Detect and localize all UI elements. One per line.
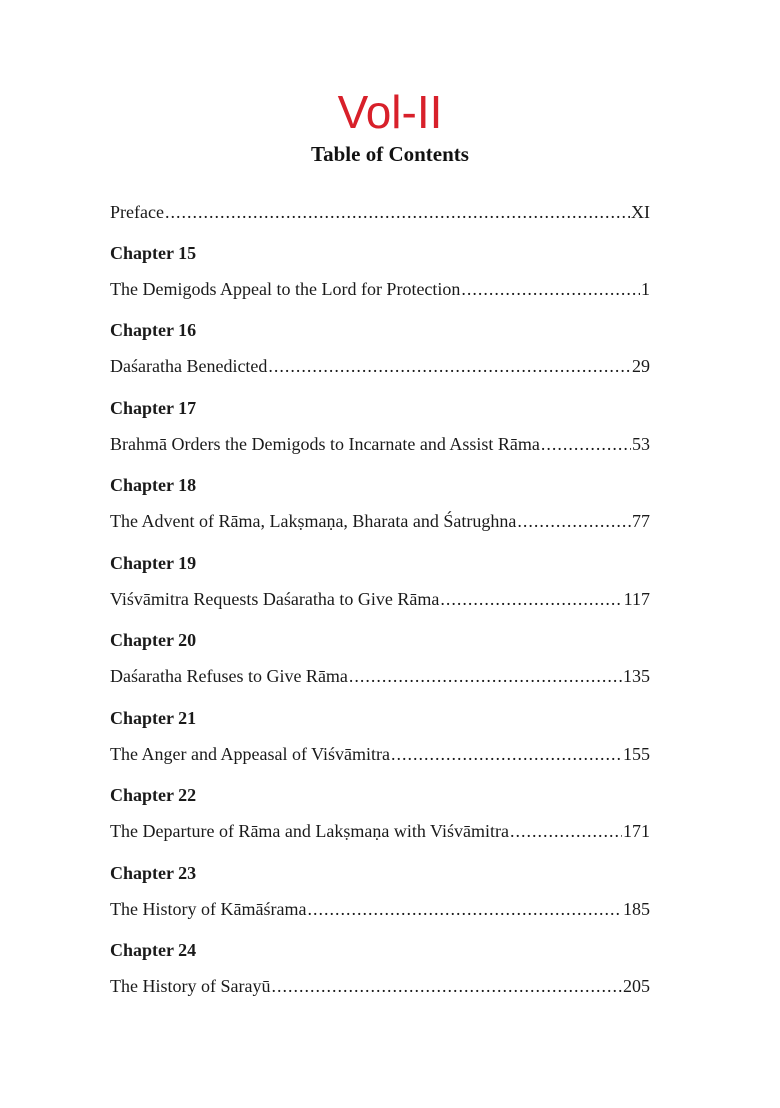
entry-title: Daśaratha Benedicted — [110, 356, 268, 376]
entry-page: XI — [631, 202, 650, 222]
leader-dots — [268, 353, 631, 379]
volume-title: Vol-II — [337, 86, 443, 138]
chapter-label: Chapter 24 — [110, 940, 197, 960]
toc-entry — [110, 353, 650, 379]
leader-dots — [510, 818, 622, 844]
chapter-label: Chapter 15 — [110, 243, 197, 263]
chapter-label: Chapter 18 — [110, 475, 197, 495]
toc-entry — [110, 586, 650, 612]
entry-title: The Anger and Appeasal of Viśvāmitra — [110, 744, 391, 764]
entry-page: 205 — [623, 976, 650, 996]
entry-page: 171 — [623, 821, 650, 841]
entry-title: Viśvāmitra Requests Daśaratha to Give Rāma — [110, 589, 440, 609]
entry-title: The History of Sarayū — [110, 976, 271, 996]
chapter-label: Chapter 23 — [110, 863, 197, 883]
leader-dots — [391, 741, 622, 767]
entry-title: The Departure of Rāma and Lakṣmaṇa with Viśvāmitra — [110, 821, 509, 841]
entry-page: 29 — [632, 356, 650, 376]
chapter-label: Chapter 19 — [110, 553, 197, 573]
toc-entry — [110, 896, 650, 922]
entry-page: 1 — [641, 279, 650, 299]
entry-title: Brahmā Orders the Demigods to Incarnate and Assist Rāma — [110, 434, 540, 454]
chapter-label: Chapter 20 — [110, 630, 197, 650]
toc-entry-preface — [110, 199, 650, 225]
entry-page: 155 — [623, 744, 650, 764]
chapter-label: Chapter 17 — [110, 398, 197, 418]
entry-page: 53 — [632, 434, 650, 454]
entry-title: The Demigods Appeal to the Lord for Protection — [110, 279, 461, 299]
leader-dots — [349, 663, 622, 689]
leader-dots — [165, 199, 630, 225]
toc-entry — [110, 508, 650, 534]
entry-page: 135 — [623, 666, 650, 686]
chapter-label: Chapter 21 — [110, 708, 197, 728]
leader-dots — [440, 586, 622, 612]
entry-title: Preface — [110, 202, 164, 222]
toc-entry — [110, 741, 650, 767]
leader-dots — [461, 276, 640, 302]
toc-entry — [110, 276, 650, 302]
chapter-label: Chapter 22 — [110, 785, 197, 805]
entry-page: 185 — [623, 899, 650, 919]
leader-dots — [517, 508, 631, 534]
entry-page: 117 — [623, 589, 650, 609]
toc-entry — [110, 818, 650, 844]
chapter-label: Chapter 16 — [110, 320, 197, 340]
entry-title: The History of Kāmāśrama — [110, 899, 307, 919]
entry-page: 77 — [632, 511, 650, 531]
toc-entry — [110, 973, 650, 999]
toc-entry — [110, 431, 650, 457]
entry-title: Daśaratha Refuses to Give Rāma — [110, 666, 348, 686]
leader-dots — [307, 896, 622, 922]
leader-dots — [271, 973, 622, 999]
toc-heading: Table of Contents — [311, 142, 469, 166]
leader-dots — [541, 431, 631, 457]
entry-title: The Advent of Rāma, Lakṣmaṇa, Bharata and Śatrughna — [110, 511, 517, 531]
toc-entry — [110, 663, 650, 689]
